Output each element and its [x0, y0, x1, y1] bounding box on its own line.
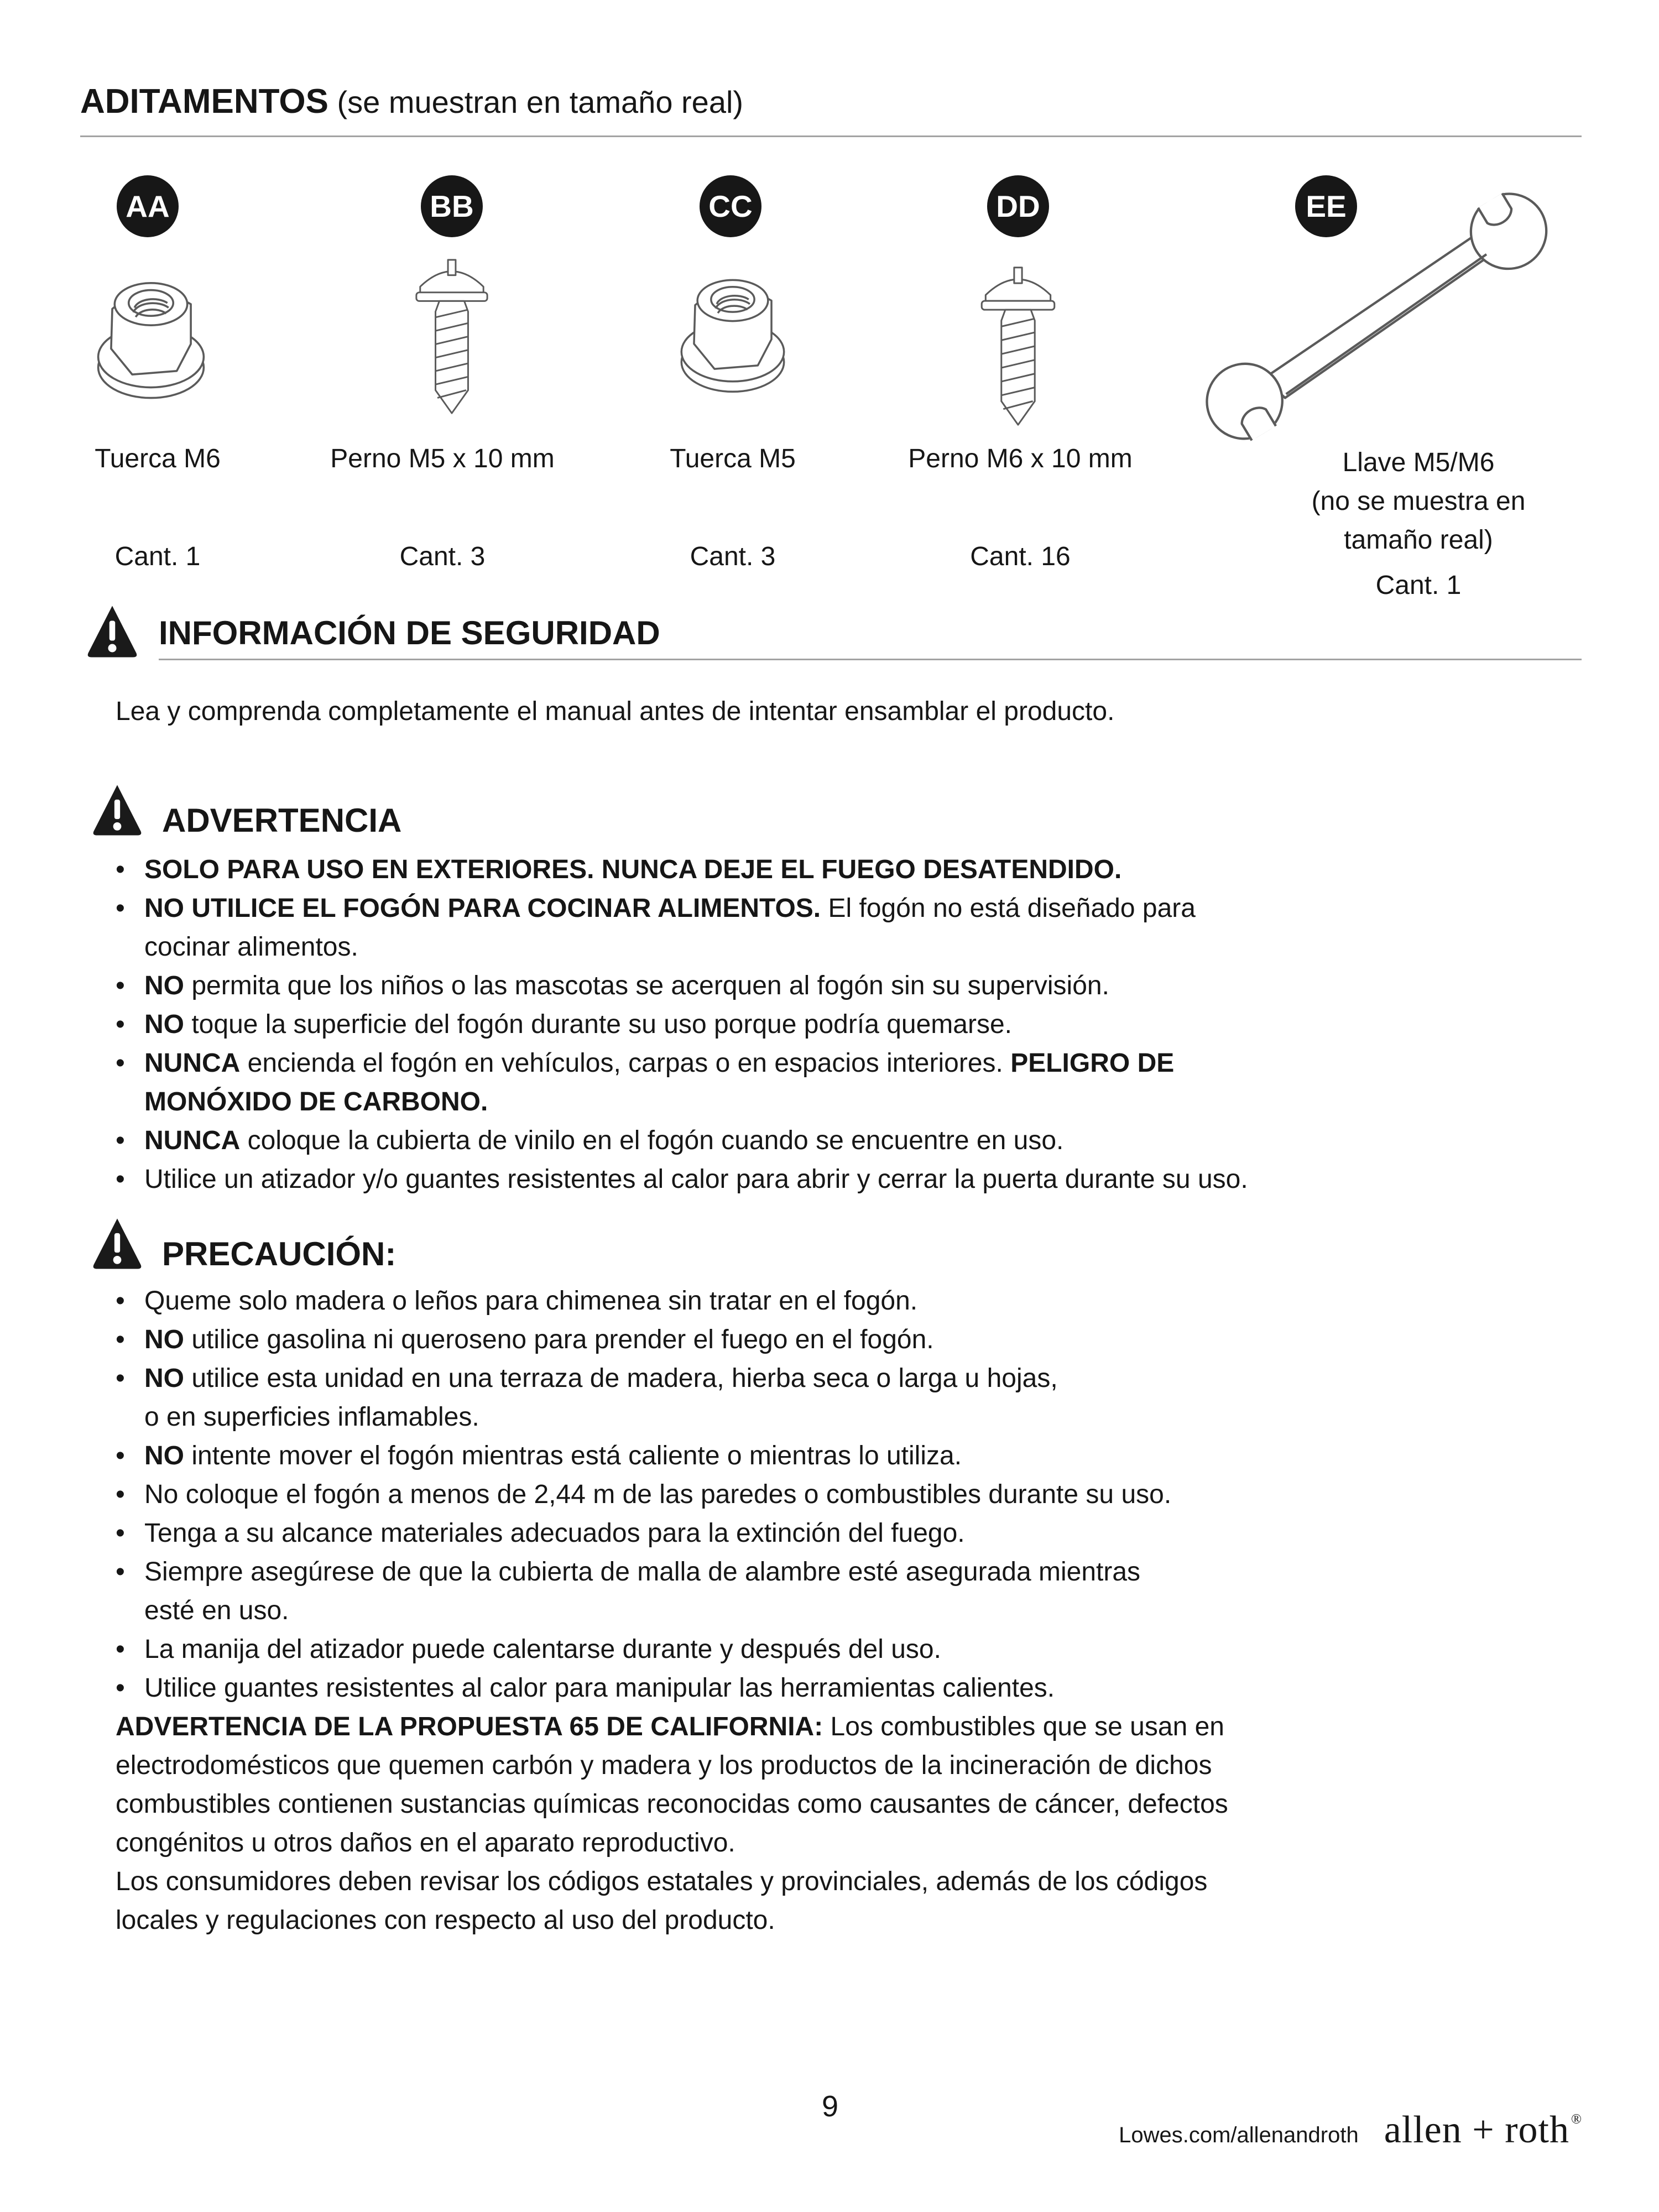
part-name: Tuerca M6 [95, 444, 221, 473]
part-badge-ee: EE [1295, 175, 1357, 237]
wrench-icon [1176, 173, 1579, 461]
list-item [116, 1121, 1582, 1160]
warning-triangle-icon [91, 1215, 143, 1272]
text-line [144, 928, 1582, 967]
list-item [116, 889, 1582, 967]
list-item [116, 1005, 1582, 1044]
text-segment: intente mover el fogón mientras está caliente o mientras lo utiliza. [184, 1441, 962, 1470]
bold-text-segment: NUNCA [144, 1126, 241, 1155]
warning-heading: ADVERTENCIA [162, 802, 402, 839]
page-number: 9 [822, 2090, 839, 2123]
list-item-text [144, 1359, 1582, 1437]
text-segment: Utilice guantes resistentes al calor para manipular las herramientas calientes. [144, 1673, 1055, 1703]
safety-section-header [80, 603, 1582, 660]
part-name: Tuerca M5 [670, 444, 796, 473]
caution-heading: PRECAUCIÓN: [162, 1235, 397, 1272]
brand-text: allen + roth [1384, 2109, 1569, 2151]
warning-triangle-icon [91, 782, 143, 838]
text-line [116, 1708, 1582, 1746]
text-line [116, 1746, 1582, 1785]
text-segment: Los consumidores deben revisar los códigos estatales y provinciales, además de los códigos [116, 1867, 1208, 1896]
text-segment: Tenga a su alcance materiales adecuados para la extinción del fuego. [144, 1519, 965, 1548]
bold-text-segment: NUNCA [144, 1048, 241, 1078]
list-item [116, 1321, 1582, 1359]
text-line [144, 1669, 1582, 1708]
footer [1119, 2108, 1580, 2152]
text-segment: congénitos u otros daños en el aparato reproductivo. [116, 1828, 735, 1858]
list-item [116, 1359, 1582, 1437]
list-item [116, 1553, 1582, 1630]
bold-text-segment: SOLO PARA USO EN EXTERIORES. NUNCA DEJE EL FUEGO DESATENDIDO. [144, 855, 1122, 884]
text-segment: electrodomésticos que quemen carbón y madera y los productos de la incineración de dichos [116, 1751, 1212, 1780]
text-line [144, 1475, 1582, 1514]
text-line [144, 1359, 1582, 1398]
list-item-text [144, 1553, 1582, 1630]
nut-icon [92, 264, 210, 403]
bolt-icon [409, 255, 495, 421]
part-name: Perno M6 x 10 mm [908, 444, 1133, 473]
text-line [116, 1785, 1582, 1824]
text-segment: Queme solo madera o leños para chimenea sin tratar en el fogón. [144, 1286, 918, 1316]
text-segment: coloque la cubierta de vinilo en el fogón cuando se encuentre en uso. [240, 1126, 1064, 1155]
bold-text-segment: NO [144, 1325, 184, 1354]
bold-text-segment: NO [144, 1010, 184, 1039]
part-badge-dd: DD [987, 175, 1049, 237]
text-segment: Siempre asegúrese de que la cubierta de malla de alambre esté asegurada mientras [144, 1557, 1141, 1587]
text-segment: combustibles contienen sustancias químicas reconocidas como causantes de cáncer, defectos [116, 1790, 1228, 1819]
bold-text-segment: NO [144, 1364, 184, 1393]
bullet-glyph: • [116, 1325, 125, 1354]
text-segment: locales y regulaciones con respecto al uso del producto. [116, 1906, 775, 1935]
part-qty: Cant. 3 [399, 542, 486, 571]
part-badge-aa: AA [117, 175, 179, 237]
list-item-text [144, 1044, 1582, 1121]
part-qty: Cant. 3 [690, 542, 776, 571]
part-name: Perno M5 x 10 mm [330, 444, 555, 473]
list-item [116, 1282, 1582, 1321]
text-segment: Los combustibles que se usan en [823, 1712, 1224, 1741]
text-segment: utilice gasolina ni queroseno para prender el fuego en el fogón. [184, 1325, 934, 1354]
part-name-line: Llave M5/M6 [1342, 448, 1495, 477]
text-line [144, 967, 1582, 1005]
list-item [116, 967, 1582, 1005]
list-item-text [144, 1121, 1582, 1160]
wrench-illustration [1181, 191, 1573, 451]
list-item [116, 851, 1582, 889]
part-name-line: tamaño real) [1344, 525, 1493, 555]
bold-text-segment: ADVERTENCIA DE LA PROPUESTA 65 DE CALIFORNIA: [116, 1712, 823, 1741]
list-item-text [144, 1282, 1582, 1321]
bullet-glyph: • [116, 1126, 125, 1155]
part-qty: Cant. 1 [1375, 571, 1462, 600]
safety-heading: INFORMACIÓN DE SEGURIDAD [159, 614, 660, 651]
text-segment: utilice esta unidad en una terraza de madera, hierba seca o larga u hojas, [184, 1364, 1058, 1393]
bullet-glyph: • [116, 1635, 125, 1664]
list-item [116, 1044, 1582, 1121]
bold-text-segment: NO [144, 971, 184, 1000]
page-title-note: (se muestran en tamaño real) [328, 85, 744, 119]
warning-triangle-icon [86, 603, 139, 660]
list-item-text [144, 1475, 1582, 1514]
page-title-text: ADITAMENTOS [80, 82, 328, 121]
text-line [144, 1514, 1582, 1553]
list-item [116, 1437, 1582, 1475]
bold-text-segment: NO [144, 1441, 184, 1470]
bullet-glyph: • [116, 971, 125, 1000]
brand-logo [1384, 2108, 1580, 2152]
bullet-glyph: • [116, 1441, 125, 1470]
parts-section [80, 173, 1582, 600]
safety-intro: Lea y comprenda completamente el manual antes de intentar ensamblar el producto. [116, 697, 1115, 726]
text-line [144, 1592, 1582, 1630]
bold-text-segment: MONÓXIDO DE CARBONO. [144, 1087, 488, 1117]
list-item-text [144, 1437, 1582, 1475]
text-segment: cocinar alimentos. [144, 932, 358, 962]
text-segment: encienda el fogón en vehículos, carpas o en espacios interiores. [240, 1048, 1011, 1078]
bullet-glyph: • [116, 1364, 125, 1393]
bullet-glyph: • [116, 1048, 125, 1078]
text-line [144, 1553, 1582, 1592]
text-line [144, 889, 1582, 928]
part-name-line: (no se muestra en [1311, 487, 1526, 516]
list-item-text [144, 1321, 1582, 1359]
text-segment: o en superficies inflamables. [144, 1402, 479, 1432]
bullet-glyph: • [116, 1165, 125, 1194]
bullet-glyph: • [116, 1010, 125, 1039]
caution-section-header [91, 1215, 1582, 1272]
bullet-glyph: • [116, 1519, 125, 1548]
text-segment: Utilice un atizador y/o guantes resistentes al calor para abrir y cerrar la puerta durante su uso. [144, 1165, 1248, 1194]
text-line [144, 1121, 1582, 1160]
text-segment: No coloque el fogón a menos de 2,44 m de las paredes o combustibles durante su uso. [144, 1480, 1172, 1509]
list-item [116, 1514, 1582, 1553]
list-item-text [144, 1514, 1582, 1553]
warning-list [80, 851, 1582, 1199]
page-title [80, 82, 1582, 137]
prop65-paragraph [116, 1708, 1582, 1940]
list-item-text [144, 1160, 1582, 1199]
text-line [116, 1863, 1582, 1901]
text-line [144, 1321, 1582, 1359]
nut-icon [676, 261, 790, 397]
bullet-glyph: • [116, 1480, 125, 1509]
bullet-glyph: • [116, 1557, 125, 1587]
text-line [144, 851, 1582, 889]
list-item-text [144, 1630, 1582, 1669]
warning-section-header [91, 782, 1582, 838]
list-item-text [144, 1669, 1582, 1708]
list-item [116, 1475, 1582, 1514]
caution-list [80, 1282, 1582, 1708]
bold-text-segment: PELIGRO DE [1010, 1048, 1175, 1078]
list-item [116, 1160, 1582, 1199]
part-qty: Cant. 16 [970, 542, 1071, 571]
safety-heading-rule [159, 615, 1582, 660]
text-line [144, 1083, 1582, 1121]
list-item-text [144, 889, 1582, 967]
text-segment: La manija del atizador puede calentarse durante y después del uso. [144, 1635, 941, 1664]
bolt-icon [974, 253, 1062, 444]
text-line [144, 1282, 1582, 1321]
bullet-glyph: • [116, 1673, 125, 1703]
text-line [116, 1824, 1582, 1863]
text-segment: toque la superficie del fogón durante su uso porque podría quemarse. [184, 1010, 1012, 1039]
text-line [144, 1437, 1582, 1475]
list-item [116, 1630, 1582, 1669]
bold-text-segment: NO UTILICE EL FOGÓN PARA COCINAR ALIMENTOS. [144, 894, 821, 923]
bullet-glyph: • [116, 855, 125, 884]
bullet-glyph: • [116, 1286, 125, 1316]
text-segment: permita que los niños o las mascotas se acerquen al fogón sin su supervisión. [184, 971, 1109, 1000]
part-badge-bb: BB [421, 175, 483, 237]
registered-mark: ® [1571, 2112, 1582, 2127]
list-item [116, 1669, 1582, 1708]
list-item-text [144, 967, 1582, 1005]
part-badge-cc: CC [700, 175, 761, 237]
text-line [144, 1630, 1582, 1669]
text-segment: esté en uso. [144, 1596, 289, 1625]
text-segment: El fogón no está diseñado para [821, 894, 1196, 923]
list-item-text [144, 851, 1582, 889]
part-name [1253, 444, 1584, 560]
text-line [144, 1398, 1582, 1437]
text-line [144, 1160, 1582, 1199]
text-line [144, 1044, 1582, 1083]
text-line [116, 1901, 1582, 1940]
bullet-glyph: • [116, 894, 125, 923]
text-line [144, 1005, 1582, 1044]
footer-url: Lowes.com/allenandroth [1119, 2123, 1359, 2147]
list-item-text [144, 1005, 1582, 1044]
part-qty: Cant. 1 [114, 542, 201, 571]
